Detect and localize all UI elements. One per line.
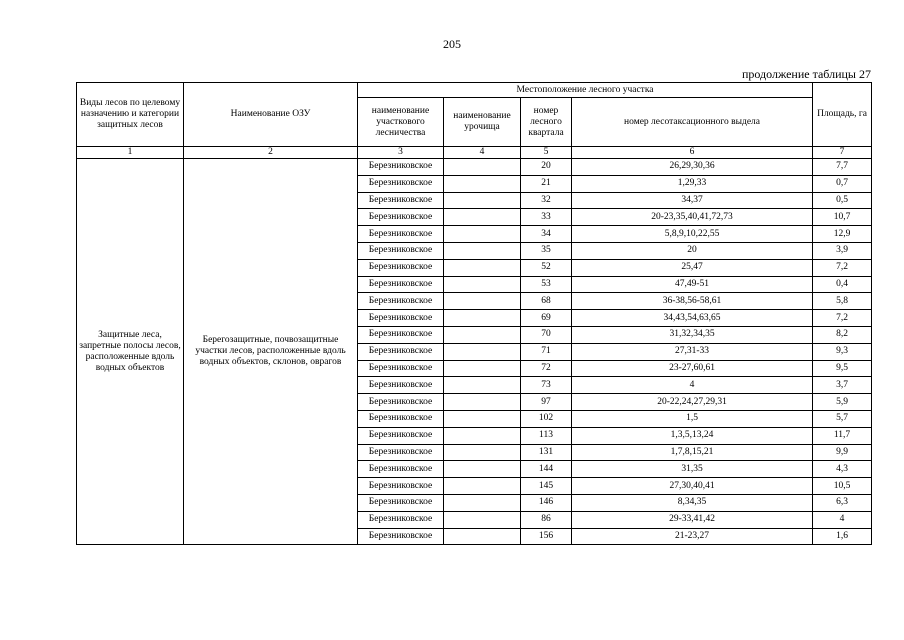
cell-district: Березниковское (358, 175, 444, 192)
cell-area: 10,5 (813, 478, 872, 495)
cell-tract (444, 343, 521, 360)
cell-tract (444, 394, 521, 411)
column-number: 6 (572, 147, 813, 159)
cell-district: Березниковское (358, 310, 444, 327)
cell-district: Березниковское (358, 478, 444, 495)
header-ozu-name: Наименование ОЗУ (184, 83, 358, 147)
cell-area: 4,3 (813, 461, 872, 478)
cell-district: Березниковское (358, 427, 444, 444)
cell-quarter: 72 (521, 360, 572, 377)
cell-tract (444, 511, 521, 528)
cell-allotment: 34,43,54,63,65 (572, 310, 813, 327)
cell-tract (444, 494, 521, 511)
table-row (77, 159, 872, 176)
cell-quarter: 97 (521, 394, 572, 411)
cell-quarter: 86 (521, 511, 572, 528)
cell-quarter: 71 (521, 343, 572, 360)
cell-area: 8,2 (813, 326, 872, 343)
cell-area: 7,7 (813, 159, 872, 176)
cell-tract (444, 175, 521, 192)
column-number-row (77, 147, 872, 159)
column-number: 3 (358, 147, 444, 159)
cell-area: 5,7 (813, 410, 872, 427)
column-number: 4 (444, 147, 521, 159)
cell-area: 9,5 (813, 360, 872, 377)
cell-allotment: 29-33,41,42 (572, 511, 813, 528)
cell-tract (444, 528, 521, 545)
cell-district: Березниковское (358, 226, 444, 243)
cell-allotment: 26,29,30,36 (572, 159, 813, 176)
cell-area: 11,7 (813, 427, 872, 444)
cell-allotment: 27,31-33 (572, 343, 813, 360)
cell-tract (444, 360, 521, 377)
cell-district: Березниковское (358, 293, 444, 310)
cell-quarter: 156 (521, 528, 572, 545)
cell-district: Березниковское (358, 461, 444, 478)
cell-district: Березниковское (358, 494, 444, 511)
cell-quarter: 34 (521, 226, 572, 243)
cell-quarter: 131 (521, 444, 572, 461)
cell-district: Березниковское (358, 259, 444, 276)
cell-area: 12,9 (813, 226, 872, 243)
header-forest-type: Виды лесов по целевому назначению и категории защитных лесов (77, 83, 184, 147)
cell-allotment: 34,37 (572, 192, 813, 209)
cell-allotment: 25,47 (572, 259, 813, 276)
cell-area: 6,3 (813, 494, 872, 511)
cell-allotment: 1,3,5,13,24 (572, 427, 813, 444)
cell-allotment: 31,35 (572, 461, 813, 478)
cell-tract (444, 259, 521, 276)
page-number: 205 (443, 37, 461, 51)
cell-area: 0,4 (813, 276, 872, 293)
cell-allotment: 21-23,27 (572, 528, 813, 545)
cell-tract (444, 276, 521, 293)
cell-allotment: 1,29,33 (572, 175, 813, 192)
cell-area: 7,2 (813, 259, 872, 276)
header-area: Площадь, га (813, 83, 872, 147)
cell-quarter: 21 (521, 175, 572, 192)
cell-quarter: 102 (521, 410, 572, 427)
cell-allotment: 5,8,9,10,22,55 (572, 226, 813, 243)
group-ozu-name: Берегозащитные, почвозащитные участки лесов, расположенные вдоль водных объектов, склонов, оврагов (184, 159, 358, 545)
cell-tract (444, 427, 521, 444)
cell-district: Березниковское (358, 242, 444, 259)
cell-district: Березниковское (358, 276, 444, 293)
cell-area: 5,9 (813, 394, 872, 411)
cell-quarter: 73 (521, 377, 572, 394)
cell-quarter: 53 (521, 276, 572, 293)
column-number: 7 (813, 147, 872, 159)
cell-district: Березниковское (358, 444, 444, 461)
cell-tract (444, 209, 521, 226)
cell-tract (444, 461, 521, 478)
cell-area: 0,7 (813, 175, 872, 192)
cell-allotment: 47,49-51 (572, 276, 813, 293)
cell-area: 1,6 (813, 528, 872, 545)
cell-quarter: 35 (521, 242, 572, 259)
cell-tract (444, 326, 521, 343)
cell-quarter: 146 (521, 494, 572, 511)
cell-allotment: 20 (572, 242, 813, 259)
header-tract: наименование урочища (444, 98, 521, 147)
cell-district: Березниковское (358, 394, 444, 411)
cell-district: Березниковское (358, 159, 444, 176)
cell-allotment: 1,7,8,15,21 (572, 444, 813, 461)
cell-district: Березниковское (358, 343, 444, 360)
cell-area: 0,5 (813, 192, 872, 209)
cell-allotment: 20-23,35,40,41,72,73 (572, 209, 813, 226)
cell-district: Березниковское (358, 410, 444, 427)
cell-allotment: 23-27,60,61 (572, 360, 813, 377)
header-quarter: номер лесного квартала (521, 98, 572, 147)
cell-quarter: 144 (521, 461, 572, 478)
cell-district: Березниковское (358, 377, 444, 394)
header-location: Местоположение лесного участка (358, 83, 813, 98)
cell-tract (444, 478, 521, 495)
cell-area: 9,3 (813, 343, 872, 360)
header-allotment: номер лесотаксационного выдела (572, 98, 813, 147)
cell-district: Березниковское (358, 528, 444, 545)
forest-plots-table (76, 82, 872, 545)
header-district: наименование участкового лесничества (358, 98, 444, 147)
cell-quarter: 33 (521, 209, 572, 226)
cell-district: Березниковское (358, 209, 444, 226)
cell-allotment: 4 (572, 377, 813, 394)
table-continuation-label: продолжение таблицы 27 (741, 67, 871, 81)
cell-district: Березниковское (358, 326, 444, 343)
column-number: 5 (521, 147, 572, 159)
cell-quarter: 69 (521, 310, 572, 327)
cell-area: 3,7 (813, 377, 872, 394)
cell-quarter: 145 (521, 478, 572, 495)
cell-district: Березниковское (358, 360, 444, 377)
cell-area: 10,7 (813, 209, 872, 226)
cell-tract (444, 377, 521, 394)
cell-tract (444, 226, 521, 243)
cell-allotment: 8,34,35 (572, 494, 813, 511)
cell-tract (444, 192, 521, 209)
cell-quarter: 32 (521, 192, 572, 209)
cell-quarter: 20 (521, 159, 572, 176)
cell-tract (444, 293, 521, 310)
cell-allotment: 1,5 (572, 410, 813, 427)
cell-quarter: 70 (521, 326, 572, 343)
column-number: 2 (184, 147, 358, 159)
cell-tract (444, 444, 521, 461)
cell-area: 5,8 (813, 293, 872, 310)
cell-allotment: 31,32,34,35 (572, 326, 813, 343)
cell-district: Березниковское (358, 192, 444, 209)
cell-allotment: 36-38,56-58,61 (572, 293, 813, 310)
cell-allotment: 20-22,24,27,29,31 (572, 394, 813, 411)
cell-allotment: 27,30,40,41 (572, 478, 813, 495)
cell-quarter: 113 (521, 427, 572, 444)
cell-area: 3,9 (813, 242, 872, 259)
cell-tract (444, 242, 521, 259)
cell-district: Березниковское (358, 511, 444, 528)
cell-quarter: 68 (521, 293, 572, 310)
group-forest-type: Защитные леса, запретные полосы лесов, расположенные вдоль водных объектов (77, 159, 184, 545)
cell-area: 9,9 (813, 444, 872, 461)
cell-tract (444, 410, 521, 427)
column-number: 1 (77, 147, 184, 159)
cell-area: 4 (813, 511, 872, 528)
cell-area: 7,2 (813, 310, 872, 327)
cell-tract (444, 159, 521, 176)
cell-tract (444, 310, 521, 327)
cell-quarter: 52 (521, 259, 572, 276)
